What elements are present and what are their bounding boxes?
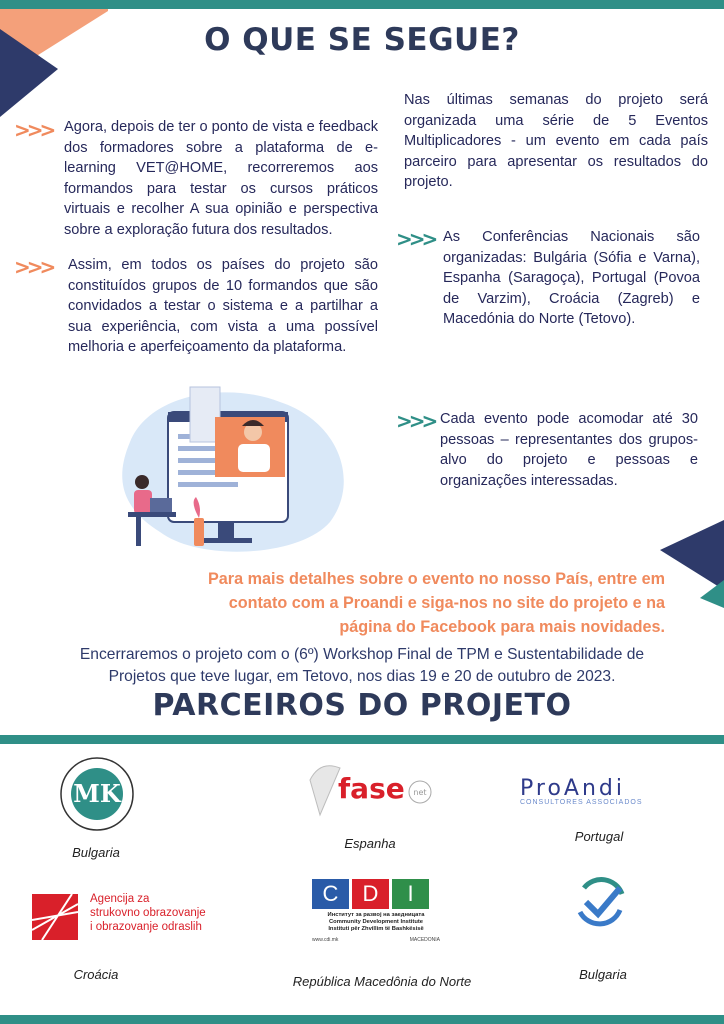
page-title: O QUE SE SEGUE? — [204, 22, 520, 58]
cta-line-1: Para mais detalhes sobre o evento no nosso País, entre em — [207, 570, 665, 588]
logo-line-2: strukovno obrazovanje — [90, 907, 206, 919]
e-learning-illustration — [110, 382, 360, 562]
logo-letter-d: D — [352, 879, 389, 909]
logo-text: ProAndi — [520, 776, 625, 801]
section-divider-bar — [0, 735, 724, 744]
left-paragraph-2: Assim, em todos os países do projeto são constituídos grupos de 10 formandos que são convidados a testar o sistema e a partilhar a sua experiência, com vista a uma possível melhoria e aperfeiçoamento da plataforma. — [68, 257, 378, 356]
right-paragraph-1: Nas últimas semanas do projeto será organizada uma série de 5 Eventos Multiplicadores - um evento em cada país parceiro para apresentar os resultados do projeto. — [404, 92, 708, 191]
partner-country-portugal: Portugal — [574, 829, 624, 844]
closing-line-1: Encerraremos o projeto com o (6º) Workshop Final de TPM e Sustentabilidade de — [79, 646, 645, 663]
logo-letter-c: C — [312, 879, 349, 909]
closing-line-2: Projetos que teve lugar, em Tetovo, nos dias 19 e 20 de outubro de 2023. — [108, 668, 616, 685]
partner-country-macedonia: República Macedônia do Norte — [292, 974, 472, 989]
partner-country-croacia: Croácia — [73, 967, 119, 982]
check-recycle-logo — [566, 874, 636, 930]
logo-text: fase — [338, 772, 405, 805]
logo-line-2: Community Development Institute — [328, 919, 424, 925]
agencija-logo — [32, 890, 222, 940]
right-paragraph-2: As Conferências Nacionais são organizadas: Bulgária (Sófia e Varna), Espanha (Saragoça), Portugal (Povoa de Varzim), Croácia (Zagreb) e Macedónia do Norte (Tetovo). — [443, 229, 700, 328]
logo-place: MACEDONIA — [409, 937, 440, 943]
chevrons-icon: >>> — [396, 227, 435, 251]
partners-title: PARCEIROS DO PROJETO — [152, 688, 572, 723]
international-college-logo — [52, 754, 142, 834]
cta-line-2: contato com a Proandi e siga-nos no site do projeto e na — [228, 594, 665, 612]
partner-country-espanha: Espanha — [344, 836, 396, 851]
partner-country-bulgaria: Bulgaria — [72, 845, 120, 860]
chevrons-icon: >>> — [396, 409, 435, 433]
logo-letter-i: I — [392, 879, 429, 909]
fase-logo — [300, 760, 440, 820]
chevrons-icon: >>> — [14, 255, 53, 279]
logo-web: www.cdi.mk — [312, 937, 339, 943]
right-paragraph-3: Cada evento pode acomodar até 30 pessoas – representantes dos grupos-alvo do projeto e pessoas e organizações interessadas. — [440, 411, 698, 489]
cdi-logo — [312, 879, 440, 955]
top-accent-bar — [0, 0, 724, 9]
logo-line-3: Instituti për Zhvillim të Bashkësisë — [328, 926, 424, 932]
left-paragraph-1: Agora, depois de ter o ponto de vista e feedback dos formadores sobre a plataforma de e-learning VET@HOME, recorreremos aos formandos para testar os cursos práticos virtuais e recolher A sua opinião e perspectiva sobre a exploração futura dos resultados. — [64, 119, 378, 238]
cta-line-3: página do Facebook para mais novidades. — [339, 618, 665, 636]
bottom-accent-bar — [0, 1015, 724, 1024]
logo-mark: MK — [73, 779, 121, 808]
logo-sub: net — [413, 788, 427, 797]
logo-sub: CONSULTORES ASSOCIADOS — [520, 799, 643, 806]
partner-country-bulgaria-2: Bulgaria — [579, 967, 627, 982]
logo-line-3: i obrazovanje odraslih — [90, 921, 202, 933]
proandi-logo — [520, 776, 680, 806]
logo-line-1: Agencija za — [90, 893, 150, 905]
logo-line-1: Институт за развој на заедницата — [327, 912, 425, 918]
chevrons-icon: >>> — [14, 118, 53, 142]
